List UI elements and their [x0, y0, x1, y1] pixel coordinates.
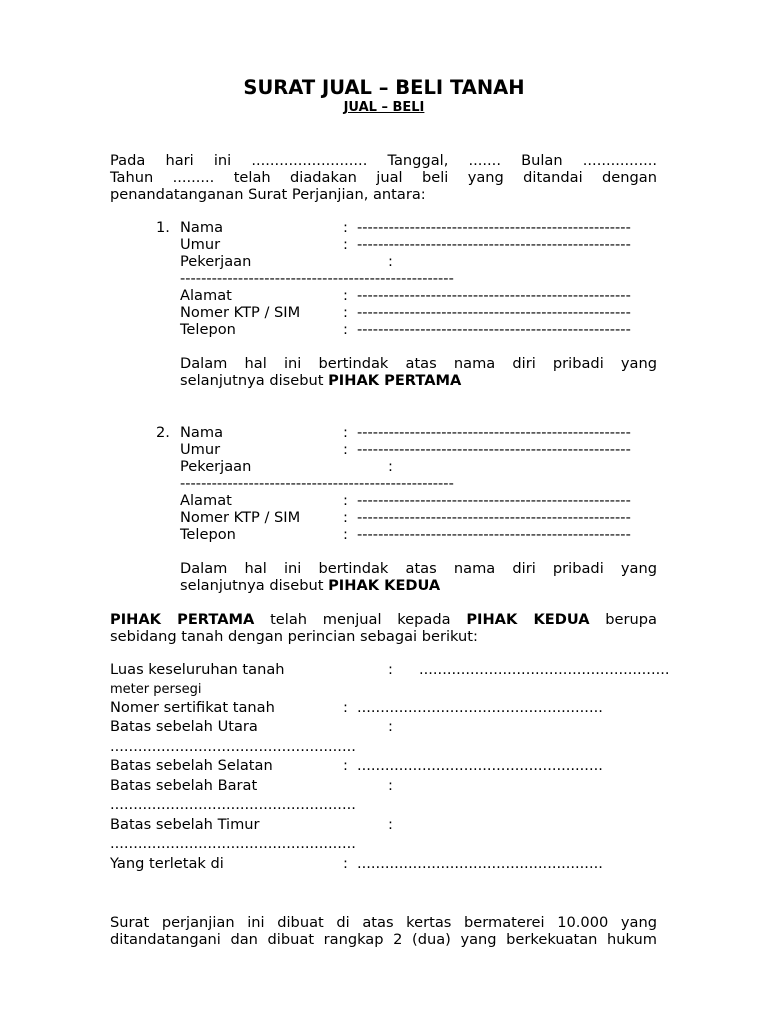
sale-middle: telah menjual kepada — [270, 611, 451, 628]
luas-label: Luas keseluruhan tanah — [110, 661, 285, 678]
party-2-ktp-field: ---------------------------------------------------- — [357, 509, 631, 526]
party-2-pekerjaan-label: Pekerjaan — [180, 458, 252, 475]
party-2-telepon-colon: : — [343, 526, 348, 543]
party-2-ktp-label: Nomer KTP / SIM — [180, 509, 301, 526]
party-2-telepon-field: ---------------------------------------------------- — [357, 526, 631, 543]
luas-field: ...................................................... — [419, 661, 670, 678]
sertifikat-colon: : — [343, 699, 348, 716]
party-2-alamat-label: Alamat — [180, 492, 232, 509]
document-subtitle: JUAL – BELI — [343, 100, 425, 115]
intro-line-1: Pada hari ini ......................... Tanggal, ....... Bulan ................ — [110, 152, 657, 169]
party-2-pekerjaan-colon: : — [388, 458, 393, 475]
party-1-umur-field: ---------------------------------------------------- — [357, 236, 631, 253]
party-1-ktp-colon: : — [343, 304, 348, 321]
sale-line-1 — [110, 611, 657, 628]
lokasi-label: Yang terletak di — [110, 855, 224, 872]
party-1-pekerjaan-colon: : — [388, 253, 393, 270]
party-1-pekerjaan-field: ---------------------------------------------------- — [180, 270, 454, 287]
party-1-desc-prefix: selanjutnya disebut — [180, 372, 329, 389]
party-2-pekerjaan-field: ---------------------------------------------------- — [180, 475, 454, 492]
barat-label: Batas sebelah Barat — [110, 777, 258, 794]
party-2-nama-field: ---------------------------------------------------- — [357, 424, 631, 441]
timur-field: ..................................................... — [110, 835, 356, 852]
party-1-umur-label: Umur — [180, 236, 221, 253]
party-1-desc-line-2 — [180, 372, 461, 389]
intro-line-3: penandatanganan Surat Perjanjian, antara: — [110, 186, 426, 203]
party-1-nama-label: Nama — [180, 219, 224, 236]
sale-end: berupa — [605, 611, 657, 628]
party-2-nama-label: Nama — [180, 424, 224, 441]
party-2-nama-colon: : — [343, 424, 348, 441]
party-2-umur-field: ---------------------------------------------------- — [357, 441, 631, 458]
party-1-ktp-label: Nomer KTP / SIM — [180, 304, 301, 321]
party-2-alamat-field: ---------------------------------------------------- — [357, 492, 631, 509]
selatan-field: ..................................................... — [357, 757, 603, 774]
selatan-label: Batas sebelah Selatan — [110, 757, 273, 774]
party-1-number: 1. — [156, 219, 170, 236]
party-1-alamat-colon: : — [343, 287, 348, 304]
party-1-desc-line-1: Dalam hal ini bertindak atas nama diri pribadi yang — [180, 355, 657, 372]
timur-label: Batas sebelah Timur — [110, 816, 260, 833]
utara-label: Batas sebelah Utara — [110, 718, 258, 735]
party-1-telepon-colon: : — [343, 321, 348, 338]
party-2-desc-prefix: selanjutnya disebut — [180, 577, 329, 594]
party-2-number: 2. — [156, 424, 170, 441]
party-1-role: PIHAK PERTAMA — [328, 372, 462, 389]
party-1-nama-colon: : — [343, 219, 348, 236]
party-1-pekerjaan-label: Pekerjaan — [180, 253, 252, 270]
party-1-telepon-field: ---------------------------------------------------- — [357, 321, 631, 338]
closing-line-2: ditandatangani dan dibuat rangkap 2 (dua) yang berkekuatan hukum — [110, 931, 657, 948]
party-2-role: PIHAK KEDUA — [328, 577, 441, 594]
timur-colon: : — [388, 816, 393, 833]
party-1-nama-field: ---------------------------------------------------- — [357, 219, 631, 236]
selatan-colon: : — [343, 757, 348, 774]
sale-pihak-kedua: PIHAK KEDUA — [466, 611, 590, 628]
party-2-telepon-label: Telepon — [180, 526, 236, 543]
lokasi-field: ..................................................... — [357, 855, 603, 872]
party-2-desc-line-2 — [180, 577, 440, 594]
party-1-umur-colon: : — [343, 236, 348, 253]
party-2-alamat-colon: : — [343, 492, 348, 509]
party-1-alamat-field: ---------------------------------------------------- — [357, 287, 631, 304]
document-title: SURAT JUAL – BELI TANAH — [243, 76, 525, 99]
sale-pihak-pertama: PIHAK PERTAMA — [110, 611, 255, 628]
party-1-ktp-field: ---------------------------------------------------- — [357, 304, 631, 321]
closing-line-1: Surat perjanjian ini dibuat di atas kertas bermaterei 10.000 yang — [110, 914, 657, 931]
party-2-umur-colon: : — [343, 441, 348, 458]
barat-colon: : — [388, 777, 393, 794]
intro-line-2: Tahun ......... telah diadakan jual beli yang ditandai dengan — [110, 169, 657, 186]
luas-colon: : — [388, 661, 393, 678]
party-2-ktp-colon: : — [343, 509, 348, 526]
party-2-umur-label: Umur — [180, 441, 221, 458]
sale-line-2: sebidang tanah dengan perincian sebagai berikut: — [110, 628, 478, 645]
sertifikat-field: ..................................................... — [357, 699, 603, 716]
party-1-alamat-label: Alamat — [180, 287, 232, 304]
barat-field: ..................................................... — [110, 796, 356, 813]
utara-field: ..................................................... — [110, 738, 356, 755]
lokasi-colon: : — [343, 855, 348, 872]
luas-unit: meter persegi — [110, 682, 202, 697]
utara-colon: : — [388, 718, 393, 735]
party-2-desc-line-1: Dalam hal ini bertindak atas nama diri pribadi yang — [180, 560, 657, 577]
sertifikat-label: Nomer sertifikat tanah — [110, 699, 275, 716]
party-1-telepon-label: Telepon — [180, 321, 236, 338]
